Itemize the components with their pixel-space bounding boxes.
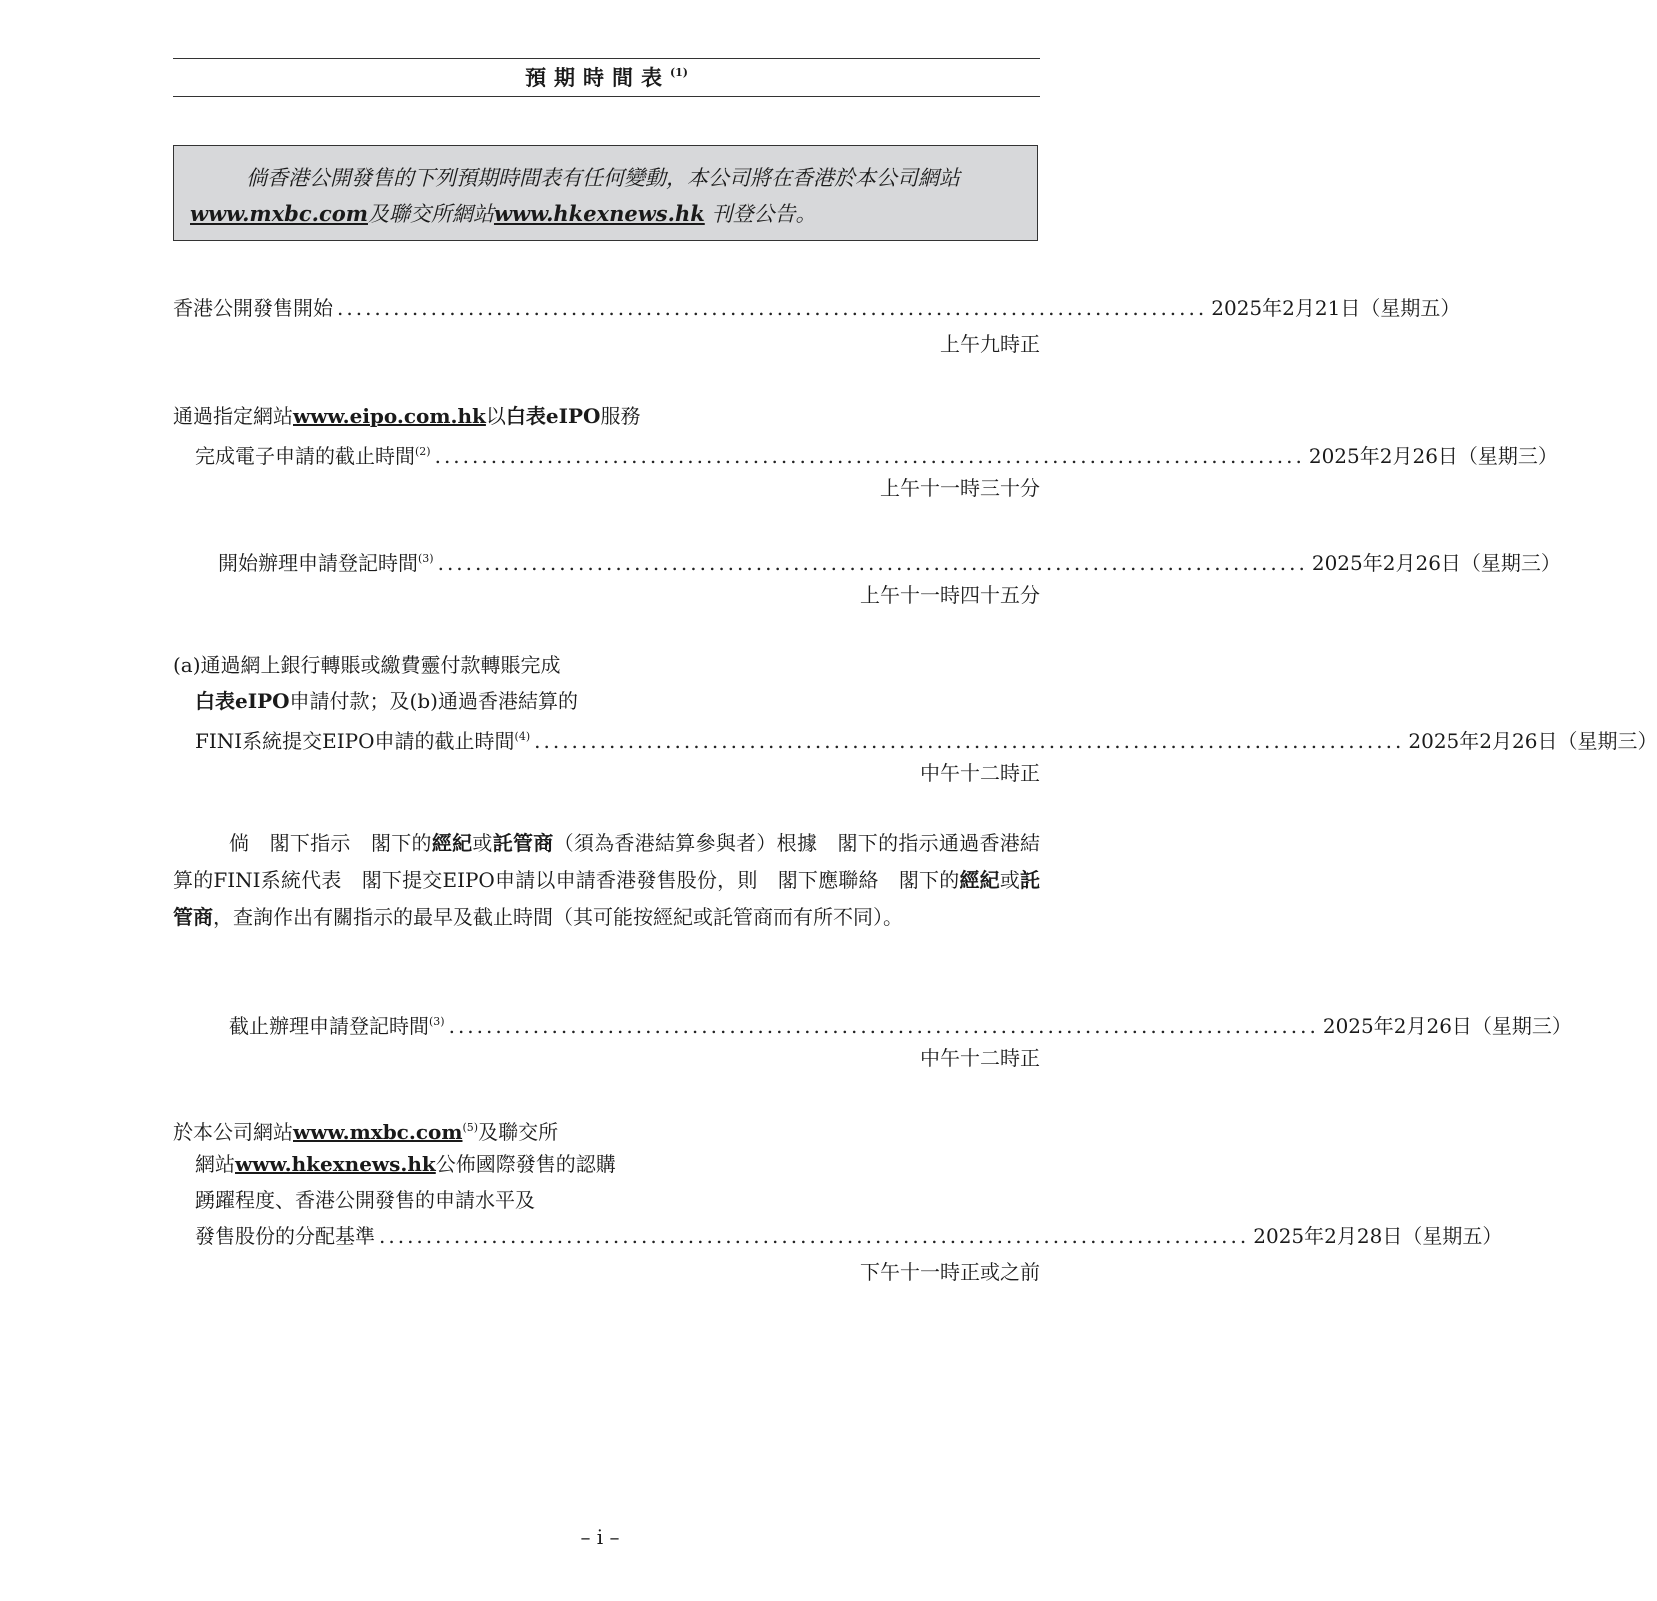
white-form-eipo-term: 白表eIPO <box>195 689 290 713</box>
page-title <box>173 62 1040 92</box>
bold-term: 託管商 <box>492 831 554 855</box>
hkexnews-link[interactable]: www.hkexnews.hk <box>493 201 705 226</box>
bold-term: 經紀 <box>959 868 1000 892</box>
entry-label: 香港公開發售開始 <box>173 296 333 320</box>
entry-time: 上午十一時四十五分 <box>860 583 1040 607</box>
text: 及聯交所 <box>478 1120 559 1144</box>
notice-text-3: 刊登公告。 <box>704 202 817 226</box>
bold-term: 託管商 <box>173 868 1041 929</box>
entry-date: 2025年2月26日（星期三） <box>1311 551 1561 575</box>
entry-intro-line <box>173 1110 1040 1146</box>
entry-label <box>195 719 530 759</box>
text: 公佈國際發售的認購 <box>435 1152 616 1176</box>
text: 或 <box>999 868 1021 892</box>
page-number: – i – <box>580 1525 620 1549</box>
label-text: 開始辦理申請登記時間 <box>218 551 418 575</box>
header-bottom-rule <box>173 96 1040 97</box>
text: 通過指定網站 <box>173 404 293 428</box>
entry-eipo-deadline <box>173 398 1558 506</box>
leader-dots: ............................................................................................. <box>434 444 1305 468</box>
entry-time: 中午十二時正 <box>920 1046 1040 1070</box>
text: 網站 <box>195 1152 235 1176</box>
entry-allotment-announcement <box>173 1110 1503 1290</box>
footnote-ref: (3) <box>429 1015 445 1028</box>
entry-registration-open <box>173 541 1561 613</box>
entry-date: 2025年2月26日（星期三） <box>1408 729 1657 753</box>
entry-date: 2025年2月26日（星期三） <box>1308 444 1558 468</box>
text: 倘 閣下指示 閣下的 <box>229 831 432 855</box>
leader-dots: ............................................................................................. <box>437 551 1308 575</box>
text: 或 <box>472 831 493 855</box>
entry-offer-start <box>173 290 1461 362</box>
mxbc-link[interactable]: www.mxbc.com <box>293 1120 463 1144</box>
leader-dots: ............................................................................................. <box>379 1224 1250 1248</box>
entry-intro-line <box>173 398 1040 434</box>
text: ，查詢作出有關指示的最早及截止時間（其可能按經紀或託管商而有所不同）。 <box>213 905 903 929</box>
entry-label <box>229 1004 445 1044</box>
entry-time: 上午十一時三十分 <box>880 476 1040 500</box>
leader-dots: ............................................................................................. <box>448 1014 1319 1038</box>
entry-time: 中午十二時正 <box>920 761 1040 785</box>
entry-date: 2025年2月28日（星期五） <box>1253 1224 1503 1248</box>
entry-time: 下午十一時正或之前 <box>860 1260 1040 1284</box>
hkexnews-link[interactable]: www.hkexnews.hk <box>235 1152 436 1176</box>
text: （須為香港結算參與者）根據 閣下的指示通過香港結算的FINI系統代表 閣下提交EIPO申請以申請香港發售股份，則 閣下應聯絡 閣下的 <box>173 831 1041 892</box>
entry-intro-line-2 <box>173 683 1040 719</box>
broker-instruction-paragraph <box>173 825 1040 936</box>
leader-dots: ............................................................................................. <box>337 296 1208 320</box>
text: 申請付款；及(b)通過香港結算的 <box>289 689 578 713</box>
text: 於本公司網站 <box>173 1120 293 1144</box>
text: 服務 <box>600 404 641 428</box>
notice-box <box>173 145 1038 241</box>
entry-intro-line-3: 踴躍程度、香港公開發售的申請水平及 <box>195 1188 535 1212</box>
label-text: FINI系統提交EIPO申請的截止時間 <box>195 729 515 753</box>
entry-intro-line-2 <box>173 1146 1040 1182</box>
notice-text-1: 倘香港公開發售的下列預期時間表有任何變動，本公司將在香港於本公司網站 <box>246 166 960 190</box>
label-text: 截止辦理申請登記時間 <box>229 1014 429 1038</box>
title-footnote: (1) <box>669 66 689 79</box>
entry-registration-close <box>173 1004 1572 1076</box>
entry-label <box>218 541 434 581</box>
mxbc-link[interactable]: www.mxbc.com <box>190 201 368 226</box>
footnote-ref: (4) <box>514 730 531 743</box>
entry-intro-line: (a)通過網上銀行轉賬或繳費靈付款轉賬完成 <box>173 653 561 677</box>
bold-term: 經紀 <box>431 831 473 855</box>
eipo-link[interactable]: www.eipo.com.hk <box>293 404 486 428</box>
entry-date: 2025年2月21日（星期五） <box>1211 296 1461 320</box>
notice-text-2: 及聯交所網站 <box>367 202 494 226</box>
leader-dots: ............................................................................................. <box>534 729 1405 753</box>
entry-payment-deadline <box>173 647 1657 791</box>
entry-time: 上午九時正 <box>940 332 1040 356</box>
footnote-ref: (5) <box>462 1121 479 1134</box>
page-title-text: 預期時間表 <box>524 65 670 90</box>
footnote-ref: (2) <box>415 445 431 458</box>
footnote-ref: (3) <box>418 552 434 565</box>
entry-label <box>195 434 431 474</box>
entry-date: 2025年2月26日（星期三） <box>1322 1014 1572 1038</box>
header-top-rule <box>173 58 1040 59</box>
entry-label: 發售股份的分配基準 <box>195 1224 375 1248</box>
text: 以 <box>485 404 506 428</box>
white-form-eipo-term: 白表eIPO <box>505 404 601 428</box>
label-text: 完成電子申請的截止時間 <box>195 444 415 468</box>
